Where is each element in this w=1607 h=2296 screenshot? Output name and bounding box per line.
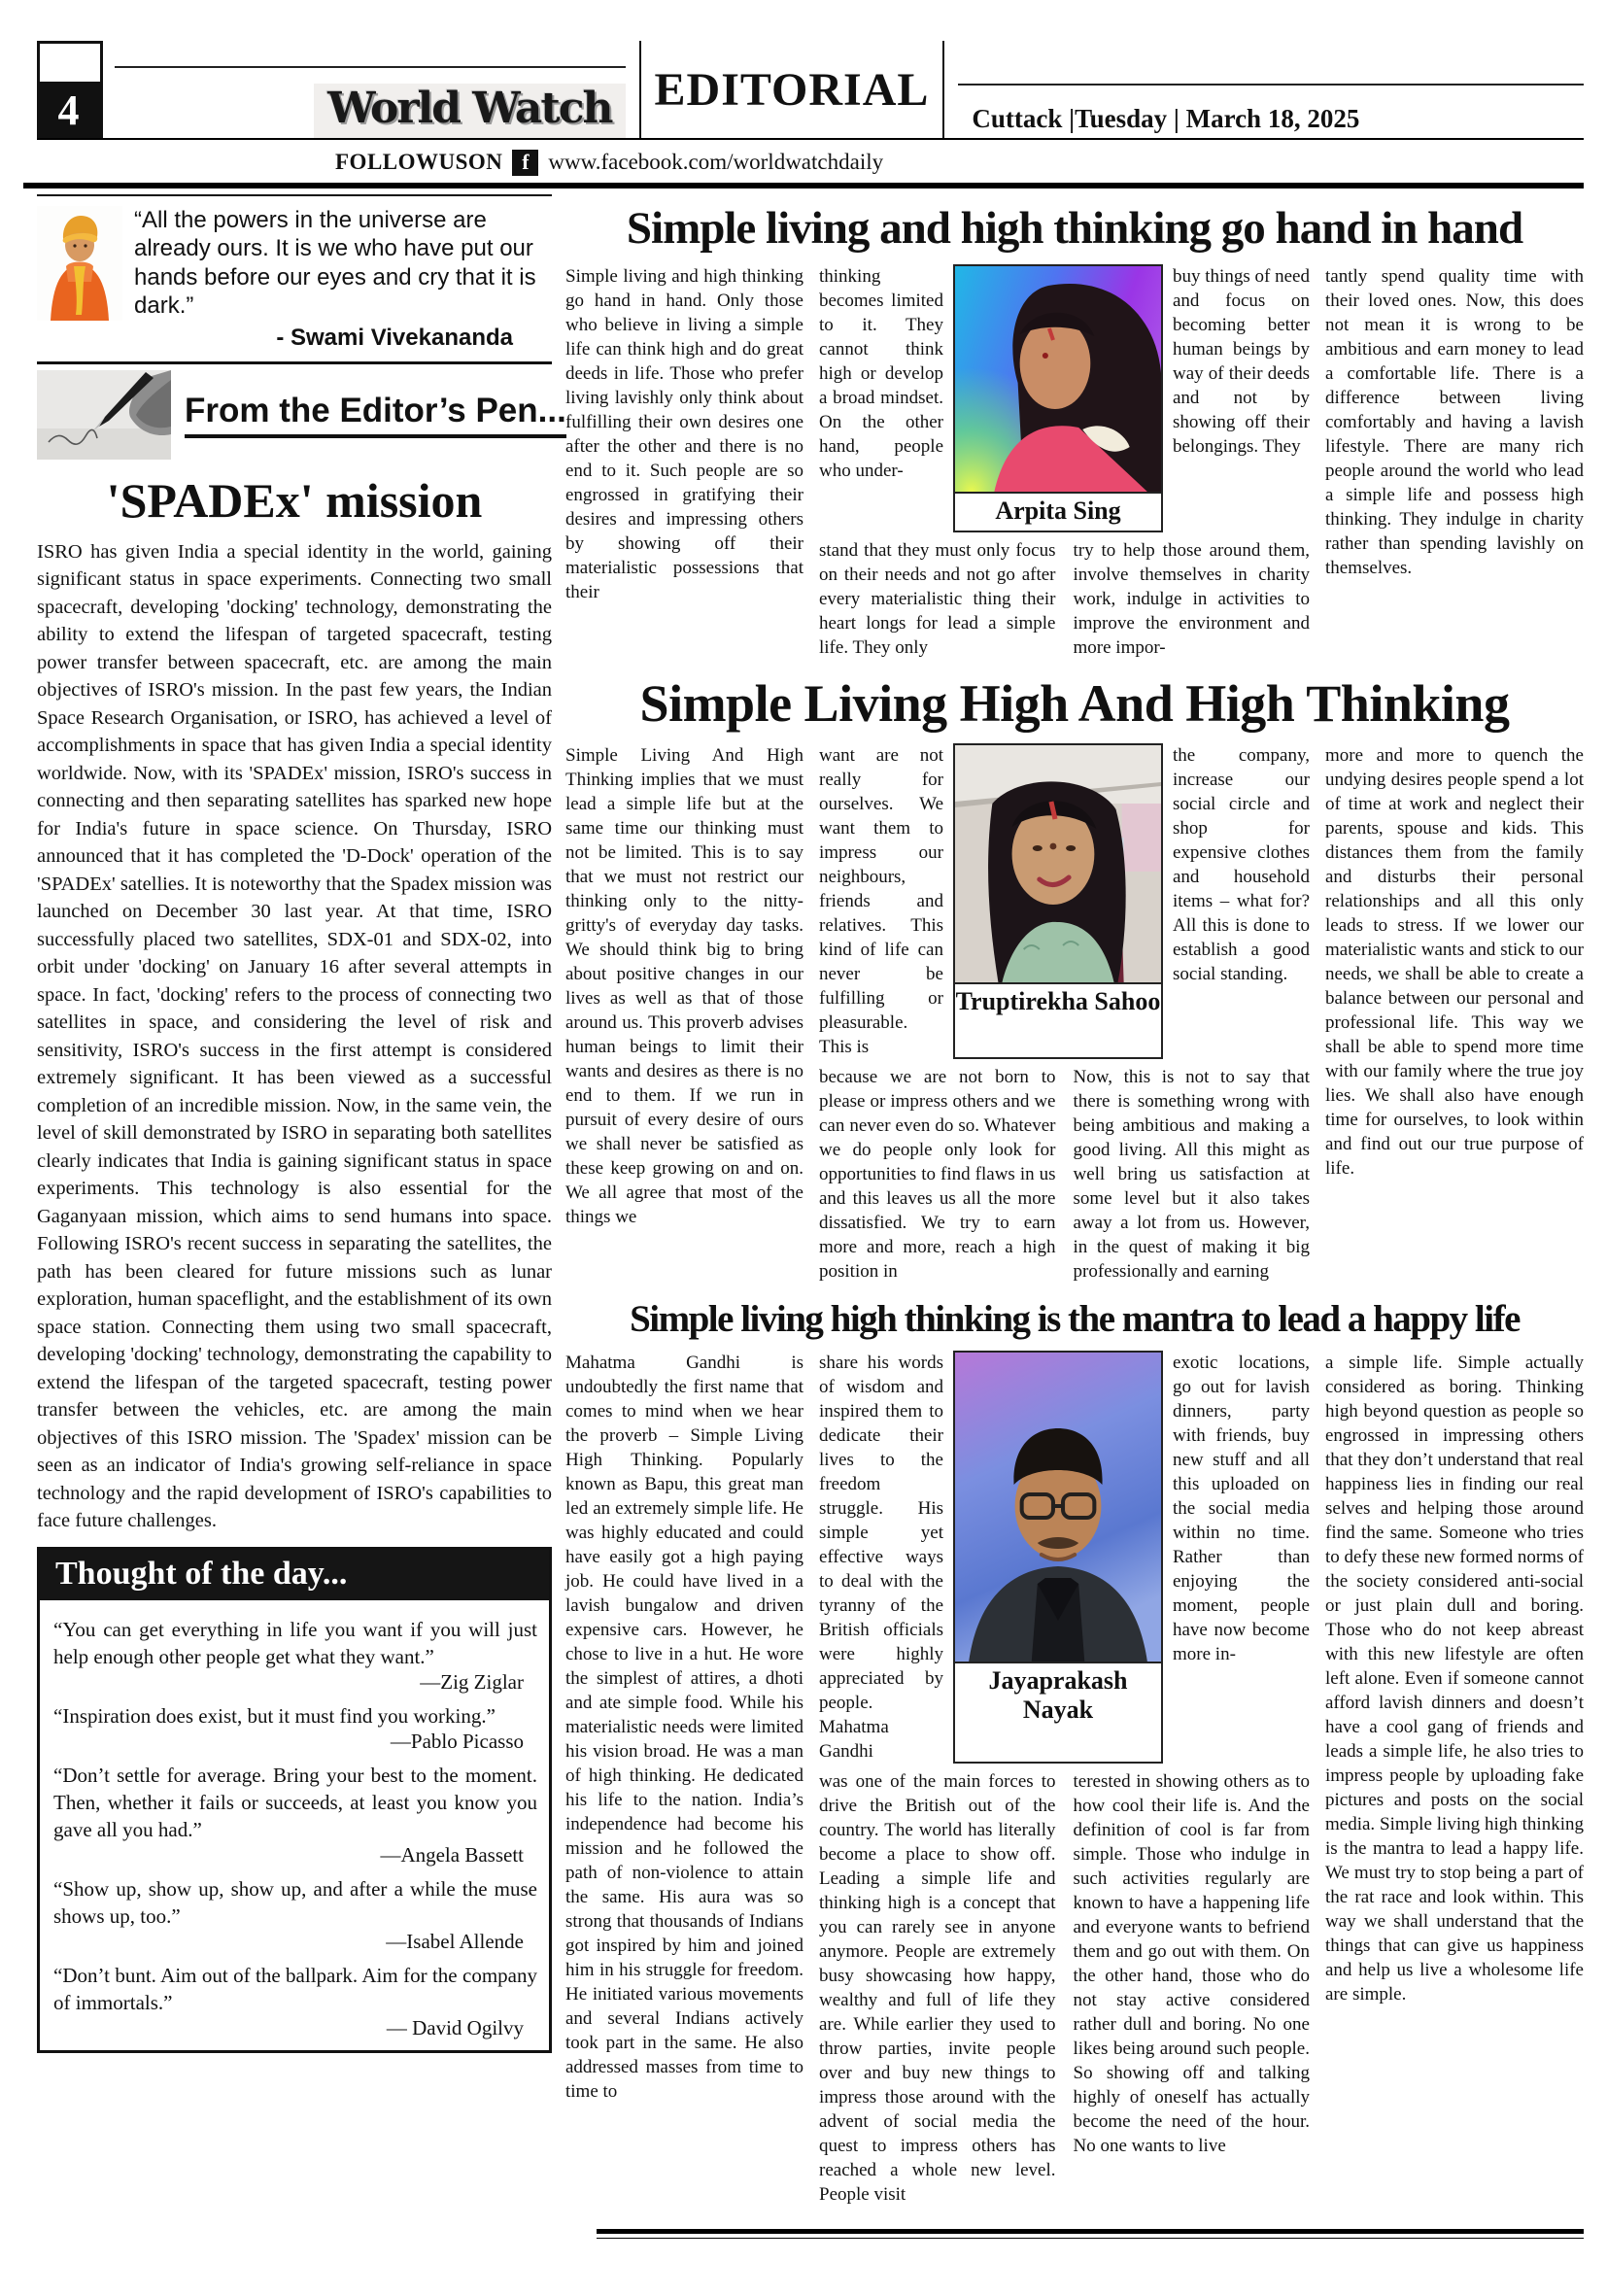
spadex-article-body: ISRO has given India a special identity in the world, gaining significant status in space experiments. Connecting two small spacecraft, developing 'docking' technology, demonstrating the ability to extend the lifespan of targeted spacecraft, testing power transfer between spacecraft, etc. are among the main objectives of ISRO's mission. In the past few years, the Indian Space Research Organisation, or ISRO, has achieved a level of accomplishments in space that has given India a special identity worldwide. Now, with its 'SPADEx' mission, ISRO's success in connecting and then separating satellites has sparked new hope for India's future in space science. On Thursday, ISRO announced that it has completed the 'D-Dock' operation of the 'SPADEx' satellies. It is noteworthy that the Spadex mission was launched on December 30 last year. At that time, ISRO successfully placed two satellites, SDX-01 and SDX-02, into orbit under 'docking' on January 16 after several attempts in space. In fact, 'docking' refers to the process of connecting two satellites in space, and considering the level of risk and sensitivity, ISRO's success in the first attempt is considered extremely significant. It has been viewed as a successful completion of an incredible mission. Now, in the same vein, the level of skill demonstrated by ISRO in separating both satellites clearly indicates that India is gaining significant status in space experiments. This technology is also essential for the Gaganyaan mission, which aims to send humans into space. Following ISRO's recent success in separating the satellites, the path has been cleared for future missions such as lunar exploration, human spaceflight, and the establishment of its own space station. Connecting them using two small spacecraft, developing 'docking' technology, demonstrating the capability to extend the lifespan of the targeted spacecraft, testing power transfer between the vehicles, etc. are among the main objectives of this ISRO mission. The 'Spadex' mission can be seen as an indicator of India's growing self-reliance in space technology and the rapid development of ISRO's capabilities to face future challenges. bbox=[37, 540, 552, 1532]
article-column: Now, this is not to say that there is something wrong with being ambitious and making a good living. All this might as well bring us satisfaction at some level but it also takes away a lot from us. However, in the quest of making it big professionally and earning bbox=[1073, 1067, 1310, 1282]
thought-quote-author: — David Ogilvy bbox=[386, 2015, 524, 2039]
follow-row bbox=[335, 146, 1607, 179]
article-simple-living-hand-in-hand bbox=[565, 202, 1584, 660]
quote-author: - Swami Vivekananda bbox=[276, 325, 513, 352]
page-number-badge bbox=[37, 41, 103, 138]
photo-caption: Jayaprakash Nayak bbox=[955, 1662, 1161, 1730]
article-column: want are not really for ourselves. We want them to impress our neighbours, friends and relatives. This kind of life can never be fulfilling or pleasurable. This is bbox=[819, 745, 943, 1057]
article-column: stand that they must only focus on their needs and not go after every materialistic thing their heart longs for lead a simple life. They only bbox=[819, 540, 1056, 658]
article-column: Simple Living And High Thinking implies that we must lead a simple life but at the same time our thinking must not be limited. This is to say that we must not restrict our thinking only to the nitty-gritty's of everyday day tasks. We should think big to bring about positive changes in our lives as well as that of those around us. This proverb advises human beings to limit their wants and desires as there is no end to them. If we run in pursuit of every desire of ours we shall never be satisfied as these keep growing on and on. We all agree that most of the things we bbox=[565, 745, 804, 1227]
photo-caption: Arpita Sing bbox=[955, 492, 1161, 531]
article-column: thinking becomes limited to it. They cannot think high or develop a broad mindset. On the other hand, people who under- bbox=[819, 266, 943, 481]
thought-quote-author: —Pablo Picasso bbox=[390, 1729, 524, 1753]
quote-text: “All the powers in the universe are already ours. It is we who have put our hands before our eyes and cry that it is dark.” bbox=[134, 207, 536, 319]
vivekananda-photo bbox=[37, 206, 122, 321]
page-content bbox=[37, 194, 1584, 2207]
thought-quote: “Don’t settle for average. Bring your best to the moment. Then, whether it fails or succeeds, at least you know you gave all you had.” bbox=[53, 1763, 537, 1841]
header-rule bbox=[37, 138, 1584, 140]
editor-column bbox=[37, 194, 566, 2053]
thought-quote: “Show up, show up, show up, and after a while the muse shows up, too.” bbox=[53, 1876, 537, 1928]
photo-box bbox=[953, 743, 1163, 1059]
dateline-zone bbox=[958, 41, 1584, 138]
article-mantra-happy-life bbox=[565, 1297, 1584, 2207]
thought-of-the-day-box bbox=[37, 1547, 552, 2053]
thought-quote: “You can get everything in life you want if you will just help enough other people get what they want.” bbox=[53, 1617, 537, 1668]
article-title: Simple Living High And High Thinking bbox=[639, 674, 1510, 733]
article-column: because we are not born to please or impress others and we can never even do so. Whatever we do people only look for opportunities to find flaws in us and this leaves us all the more dissatisfied. We try to earn more and more, reach a high position in bbox=[819, 1067, 1056, 1282]
spadex-article-title: 'SPADEx' mission bbox=[106, 473, 483, 529]
photo-box bbox=[953, 264, 1163, 532]
article-column: tantly spend quality time with their loved ones. Now, this does not mean it is wrong to be ambitious and earn money to lead a comfortable life. There is a difference between living comfortably and having a lavish lifestyle. There are many rich people around the world who lead a simple life and possess high thinking. They indulge in charity rather than spending lavishly on themselves. bbox=[1325, 266, 1584, 578]
article-column: a simple life. Simple actually considered as boring. Thinking high beyond question as people so engrossed in impressing others that they don’t understand that real happiness lies in finding our real selves and helping those around find the same. Someone who tries to defy these new formed norms of the society considered anti-social or just plain dull and boring. Those who do not keep abreast with this new lifestyle are often left alone. Even if someone cannot afford lavish dinners and doesn’t have a cool gang of friends and leads a simple life, he also tries to impress people by uploading fake pictures and posts on the social media. Simple living high thinking is the mantra to lead a happy life. We must try to stop being a part of the rat race and look within. This way we shall understand that the things that can give us happiness and help us live a wholesome life are simple. bbox=[1325, 1353, 1584, 2005]
dateline: Cuttack |Tuesday | March 18, 2025 bbox=[972, 104, 1360, 133]
masthead-zone bbox=[115, 41, 626, 138]
thought-heading: Thought of the day... bbox=[40, 1550, 549, 1600]
article-column: try to help those around them, involve themselves in charity work, indulge in activities to improve the environment and more impor- bbox=[1073, 540, 1310, 658]
article-column: more and more to quench the undying desires people spend a lot of time at work and neglect their parents, spouse and kids. This distances them from the family and disturbs their personal relationships and all this only leads to stress. If we lower our materialistic wants and stick to our needs, we shall be able to create a balance between our personal and professional life. This way we shall be able to spend more time with our family where the true joy lies. We shall also have enough time for ourselves, to look within and find out our true purpose of life. bbox=[1325, 745, 1584, 1179]
photo-caption: Truptirekha Sahoo bbox=[955, 982, 1161, 1021]
page-number: 4 bbox=[37, 82, 100, 138]
article-column: buy things of need and focus on becoming better human beings by way of their deeds and not by showing off their belongings. They bbox=[1173, 266, 1310, 457]
footer-rule-thin bbox=[597, 2238, 1584, 2239]
facebook-icon: f bbox=[512, 150, 538, 176]
header-divider bbox=[942, 41, 944, 138]
photo-jayaprakash-nayak bbox=[955, 1353, 1161, 1662]
fountain-pen-photo bbox=[37, 370, 171, 460]
thought-quote: “Inspiration does exist, but it must find you working.” bbox=[53, 1703, 496, 1728]
editors-pen-heading: From the Editor’s Pen... bbox=[185, 392, 566, 438]
photo-truptirekha-sahoo bbox=[955, 745, 1161, 982]
thought-quote-author: —Angela Bassett bbox=[380, 1842, 524, 1867]
masthead-header bbox=[37, 41, 1584, 138]
photo-box bbox=[953, 1351, 1163, 1764]
thought-quote: “Don’t bunt. Aim out of the ballpark. Aim for the company of immortals.” bbox=[53, 1963, 537, 2014]
article-column: terested in showing others as to how cool their life is. And the definition of cool is far from simple. Those who indulge in such activities regularly are known to have a happening life and everyone wants to befriend them and go out with them. On the other hand, those who do not stay active considered rather dull and boring. No one likes being around such people. So showing off and talking highly of oneself has actually become the need of the hour. No one wants to live bbox=[1073, 1771, 1310, 2156]
thought-quote-author: —Isabel Allende bbox=[386, 1929, 524, 1953]
article-column: the company, increase our social circle and shop for expensive clothes and household items – what for? All this is done to establish a good social standing. bbox=[1173, 745, 1310, 984]
article-title: Simple living high thinking is the mantra to lead a happy life bbox=[630, 1298, 1520, 1340]
quote-text-wrap bbox=[134, 206, 552, 352]
section-title: EDITORIAL bbox=[654, 63, 930, 116]
editors-pen-block bbox=[37, 364, 566, 460]
article-column: was one of the main forces to drive the British out of the country. The world has literally become a place to show off. Leading a simple life and thinking high is a concept that you can rarely see in anyone anymore. People are extremely busy showcasing how happy, wealthy and full of life they are. While earlier they used to throw parties, invite people over and buy new things to impress those around with the advent of social media the quest to impress others has reached a whole new level. People visit bbox=[819, 1771, 1056, 2205]
article-column: exotic locations, go out for lavish dinners, party with friends, buy new stuff and all this uploaded on the social media within no time. Rather than enjoying the moment, people have now become more in- bbox=[1173, 1353, 1310, 1664]
quote-block bbox=[37, 194, 552, 360]
worldwatch-logo: World Watch bbox=[314, 84, 625, 138]
article-column: share his words of wisdom and inspired them to dedicate their lives to the freedom struggle. His simple yet effective ways to deal with the tyranny of the British officials were highly appreciated by people. Mahatma Gandhi bbox=[819, 1353, 943, 1762]
article-column: Mahatma Gandhi is undoubtedly the first name that comes to mind when we hear the proverb – Simple Living High Thinking. Popularly known as Bapu, this great man led an extremely simple life. He was highly educated and could have easily got a high paying job. He could have lived in a lavish bungalow and driven expensive cars. However, he chose to live in a hut. He wore the simplest of attires, a dhoti and ate simple food. While his materialistic needs were limited his vision broad. He was a man of high thinking. He dedicated his life to the nation. India’s independence had become his mission and he followed the path of non-violence to attain the same. His aura was so strong that thousands of Indians got inspired by him and joined him in his struggle for freedom. He initiated various movements and several Indians actively took part in the same. He also addressed masses from time to time to bbox=[565, 1353, 804, 2102]
facebook-url: www.facebook.com/worldwatchdaily bbox=[548, 150, 884, 174]
thought-quotes bbox=[40, 1600, 549, 2050]
section-rule bbox=[23, 183, 1584, 188]
footer-rule bbox=[597, 2229, 1584, 2234]
photo-arpita-sing bbox=[955, 266, 1161, 492]
articles-column bbox=[565, 194, 1584, 2207]
follow-label: FOLLOWUSON bbox=[335, 150, 503, 174]
thought-quote-author: —Zig Ziglar bbox=[420, 1669, 524, 1694]
article-title: Simple living and high thinking go hand in hand bbox=[626, 203, 1523, 254]
article-simple-living-high-thinking bbox=[565, 673, 1584, 1284]
article-column: Simple living and high thinking go hand in hand. Only those who believe in living a simple life can think high and do great deeds in life. Those who prefer living lavishly only think about fulfilling their own desires one after the other and there is no end to it. Such people are so engrossed in gratifying their desires and impressing others by showing off their materialistic possessions that their bbox=[565, 266, 804, 602]
header-divider bbox=[639, 41, 641, 138]
